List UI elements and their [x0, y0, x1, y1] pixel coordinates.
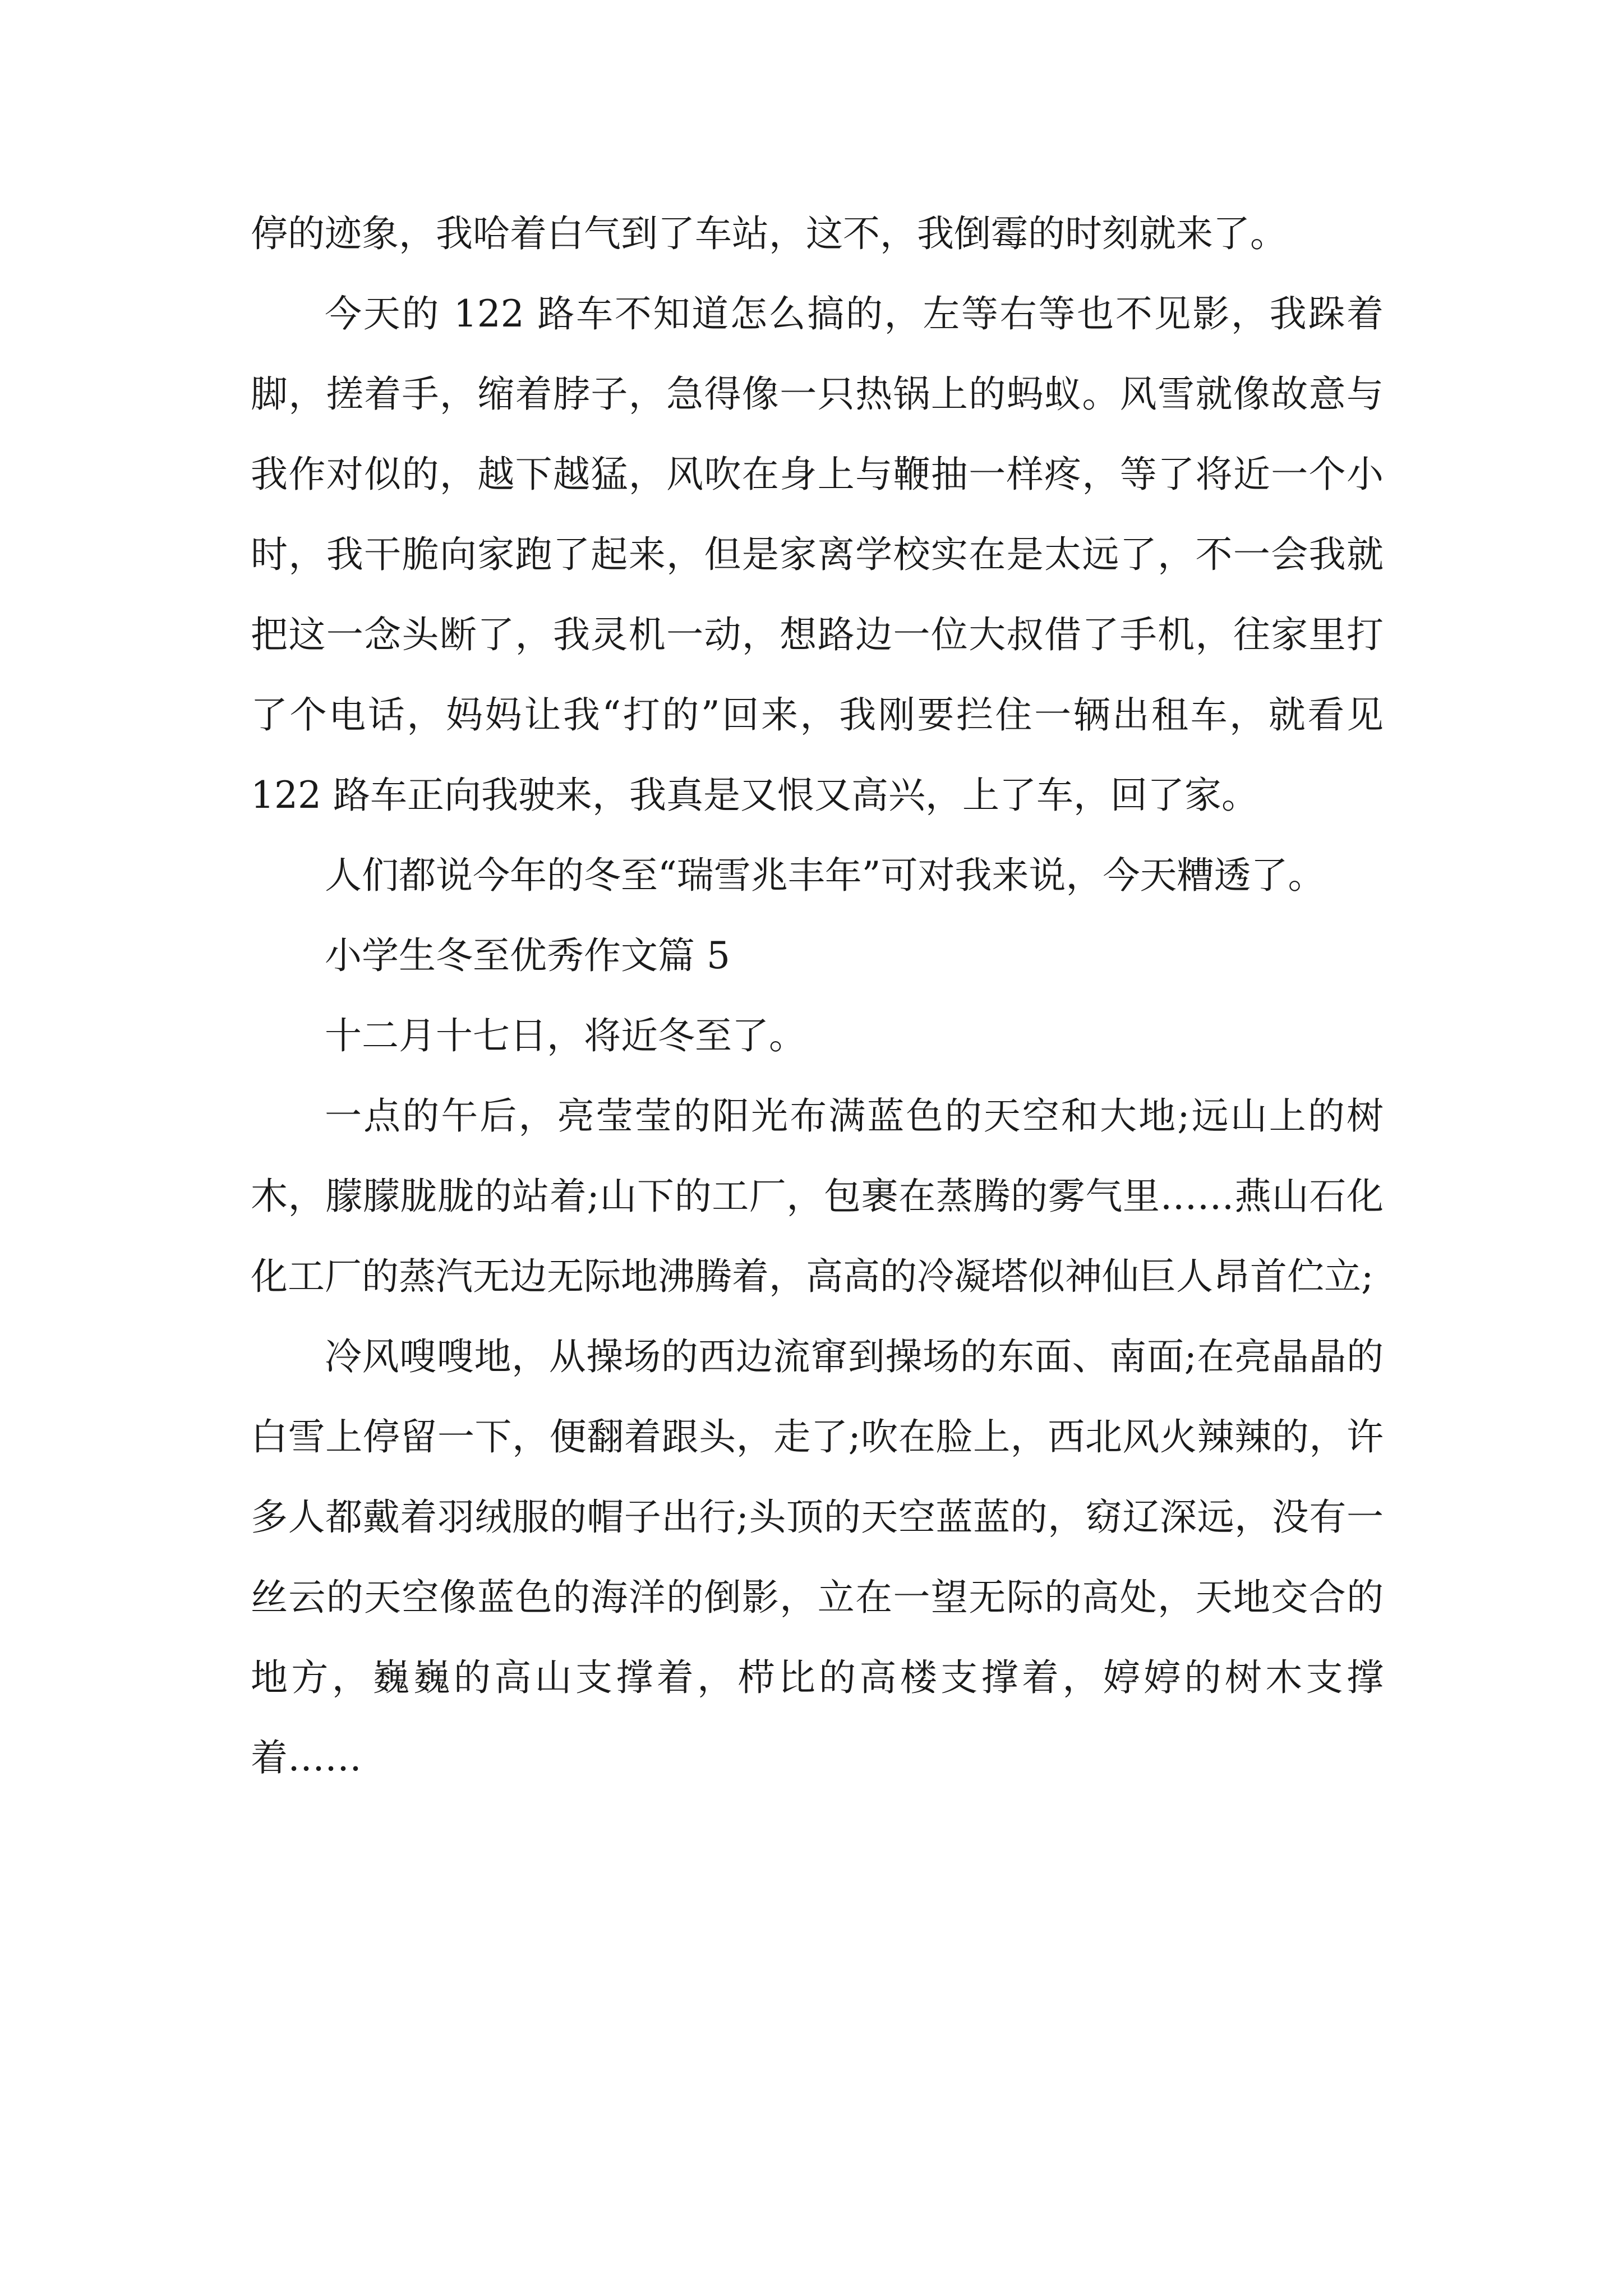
- section-heading: 小学生冬至优秀作文篇 5: [325, 934, 730, 977]
- paragraph-continued: 停的迹象，我哈着白气到了车站，这不，我倒霉的时刻就来了。: [251, 212, 1287, 255]
- document-body: [251, 194, 1384, 1798]
- paragraph-cold-wind: 冷风嗖嗖地，从操场的西边流窜到操场的东面、南面;在亮晶晶的白雪上停留一下，便翻着跟头，走了;吹在脸上，西北风火辣辣的，许多人都戴着羽绒服的帽子出行;头顶的天空蓝蓝的，窈辽深远，没有一丝云的天空像蓝色的海洋的倒影，立在一望无际的高处，天地交合的地方，巍巍的高山支撑着，栉比的高楼支撑着，婷婷的树木支撑着……: [251, 1335, 1384, 1779]
- paragraph-conclusion: 人们都说今年的冬至“瑞雪兆丰年”可对我来说，今天糟透了。: [325, 854, 1325, 897]
- paragraph-bus-wait: 今天的 122 路车不知道怎么搞的，左等右等也不见影，我跺着脚，搓着手，缩着脖子，急得像一只热锅上的蚂蚁。风雪就像故意与我作对似的，越下越猛，风吹在身上与鞭抽一样疼，等了将近一个小时，我干脆向家跑了起来，但是家离学校实在是太远了，不一会我就把这一念头断了，我灵机一动，想路边一位大叔借了手机，往家里打了个电话，妈妈让我“打的”回来，我刚要拦住一辆出租车，就看见 122 路车正向我驶来，我真是又恨又高兴，上了车，回了家。: [251, 292, 1384, 817]
- paragraph-afternoon: 一点的午后，亮莹莹的阳光布满蓝色的天空和大地;远山上的树木，朦朦胧胧的站着;山下的工厂，包裹在蒸腾的雾气里……燕山石化化工厂的蒸汽无边无际地沸腾着，高高的冷凝塔似神仙巨人昂首伫立;: [251, 1094, 1384, 1298]
- paragraph-date: 十二月十七日，将近冬至了。: [325, 1014, 806, 1057]
